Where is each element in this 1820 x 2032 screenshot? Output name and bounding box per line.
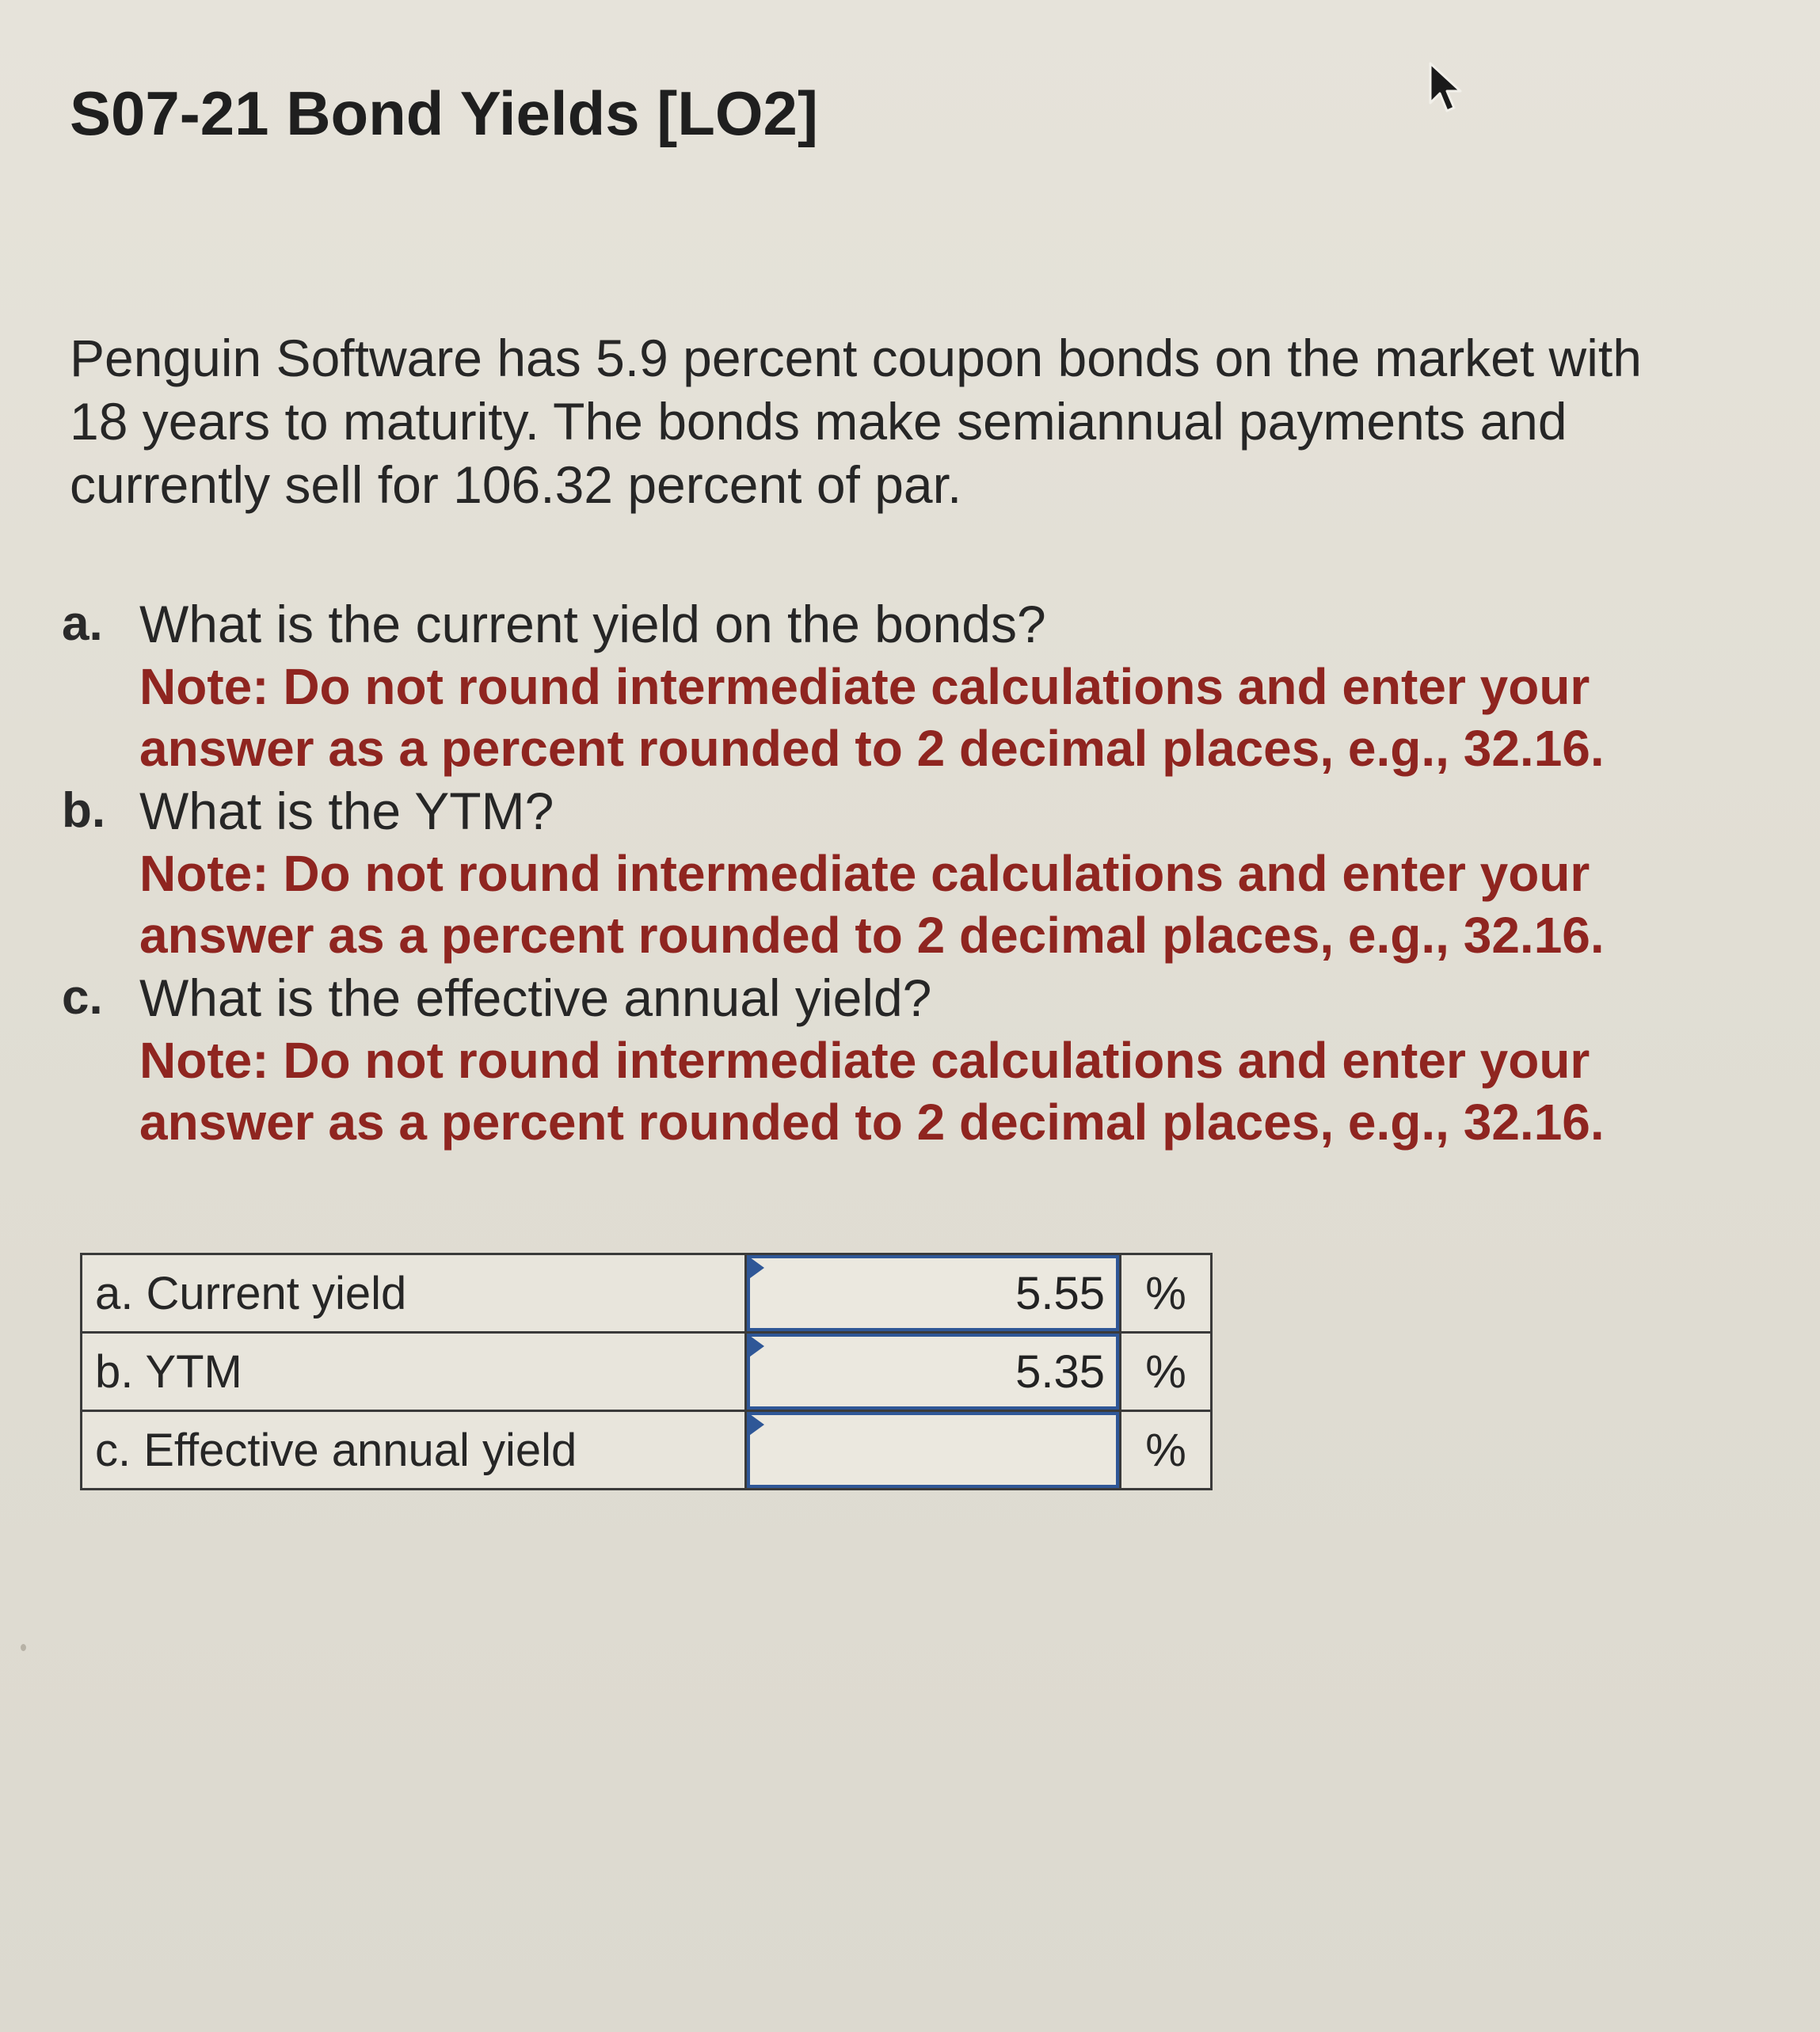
answer-row-label: a. Current yield bbox=[82, 1254, 746, 1333]
percent-unit: % bbox=[1121, 1411, 1212, 1490]
question-c bbox=[62, 966, 1709, 1153]
input-marker-icon bbox=[747, 1255, 764, 1280]
question-note: Note: Do not round intermediate calculations and enter your answer as a percent rounded to 2 decimal places, e.g., 32.16. bbox=[139, 845, 1605, 964]
question-note: Note: Do not round intermediate calculations and enter your answer as a percent rounded to 2 decimal places, e.g., 32.16. bbox=[139, 1032, 1605, 1151]
question-body bbox=[139, 779, 1747, 966]
effective-annual-yield-input[interactable] bbox=[747, 1412, 1119, 1488]
question-letter: b. bbox=[62, 783, 106, 838]
question-body bbox=[139, 966, 1747, 1153]
question-b bbox=[62, 779, 1709, 966]
answer-row-current-yield bbox=[82, 1254, 1212, 1333]
question-note: Note: Do not round intermediate calculations and enter your answer as a percent rounded to 2 decimal places, e.g., 32.16. bbox=[139, 658, 1605, 777]
page-title: S07-21 Bond Yields [LO2] bbox=[70, 78, 818, 148]
answer-row-ytm bbox=[82, 1333, 1212, 1411]
question-letter: c. bbox=[62, 970, 103, 1025]
percent-unit: % bbox=[1121, 1333, 1212, 1411]
question-text: What is the current yield on the bonds? bbox=[139, 595, 1046, 653]
mouse-pointer-icon bbox=[1426, 62, 1465, 117]
answer-input-cell bbox=[746, 1411, 1121, 1490]
screen-speck bbox=[21, 1644, 26, 1651]
answer-input-cell bbox=[746, 1254, 1121, 1333]
answer-row-label: c. Effective annual yield bbox=[82, 1411, 746, 1490]
question-list bbox=[62, 592, 1709, 1153]
percent-unit: % bbox=[1121, 1254, 1212, 1333]
input-marker-icon bbox=[747, 1334, 764, 1359]
answer-input-cell bbox=[746, 1333, 1121, 1411]
question-letter: a. bbox=[62, 596, 103, 651]
answer-row-effective-annual-yield bbox=[82, 1411, 1212, 1490]
ytm-input[interactable] bbox=[747, 1334, 1119, 1410]
answer-table bbox=[80, 1253, 1213, 1490]
question-body bbox=[139, 592, 1747, 779]
answer-row-label: b. YTM bbox=[82, 1333, 746, 1411]
input-marker-icon bbox=[747, 1412, 764, 1437]
problem-statement: Penguin Software has 5.9 percent coupon bonds on the market with 18 years to maturity. The bonds make semiannual payments and currently sell for 106.32 percent of par. bbox=[70, 329, 1642, 514]
current-yield-input[interactable] bbox=[747, 1255, 1119, 1331]
question-text: What is the YTM? bbox=[139, 782, 554, 840]
question-a bbox=[62, 592, 1709, 779]
question-text: What is the effective annual yield? bbox=[139, 968, 932, 1027]
